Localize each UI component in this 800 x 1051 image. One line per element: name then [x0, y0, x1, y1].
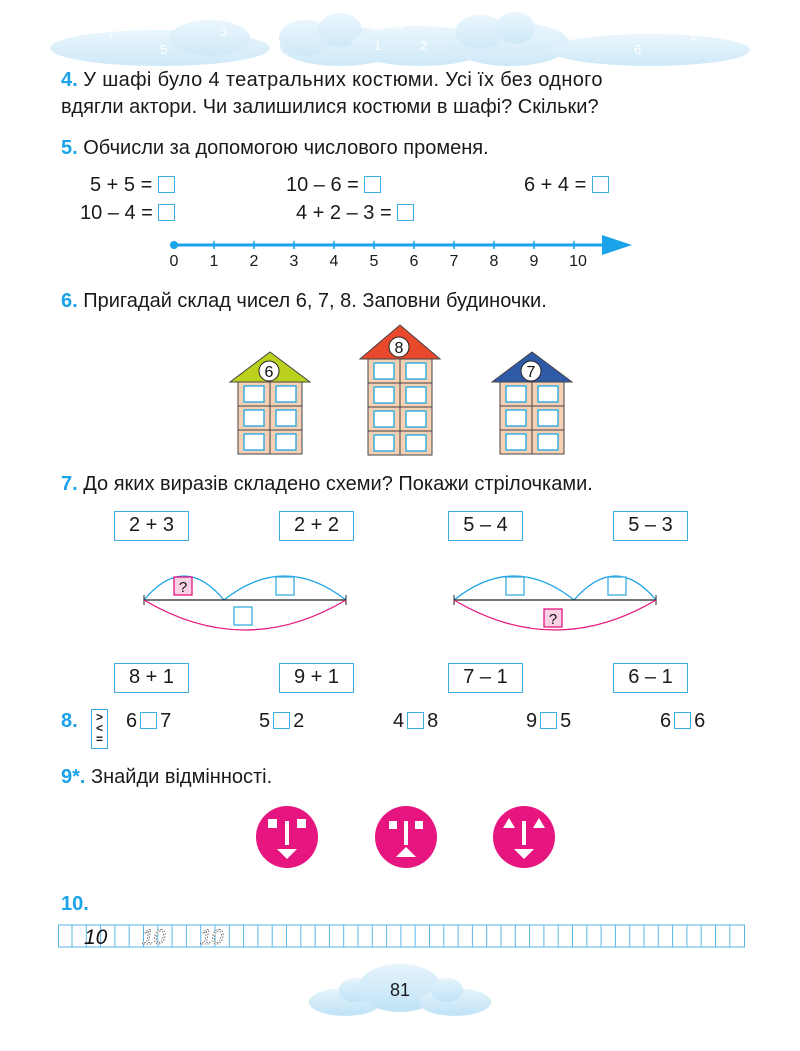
scheme-right — [450, 560, 662, 636]
ray-tick-label: 1 — [209, 253, 219, 270]
face-2 — [374, 805, 438, 869]
expression — [286, 174, 381, 197]
task-number: 8. — [61, 710, 78, 732]
cloud-number: 0 — [396, 18, 404, 33]
expression-text: 4 + 2 – 3 = — [296, 202, 392, 224]
expression-text: 5 + 5 = — [90, 174, 153, 196]
expression-text: 10 – 6 = — [286, 174, 359, 196]
expression-text: 6 + 4 = — [524, 174, 587, 196]
task-text-line: У шафі було 4 театральних костюми. Усі їх без одного — [83, 69, 603, 91]
task-number: 7. — [61, 473, 78, 495]
task-8-number — [61, 708, 78, 735]
expression-tile[interactable]: 5 – 4 — [448, 511, 523, 541]
expression-tile[interactable]: 7 – 1 — [448, 663, 523, 693]
task-number: 9*. — [61, 766, 86, 788]
comparison-sign: > — [95, 710, 103, 724]
comparison-item — [660, 710, 705, 733]
task-text: Обчисли за допомогою числового променя. — [83, 137, 489, 159]
sign-box[interactable] — [674, 712, 691, 729]
task-7-heading — [61, 471, 593, 498]
ray-tick-label: 8 — [489, 253, 499, 270]
expression-tile[interactable]: 5 – 3 — [613, 511, 688, 541]
unknown-mark: ? — [178, 579, 188, 596]
expression-tile[interactable]: 8 + 1 — [114, 663, 189, 693]
comparison-sign: = — [95, 732, 103, 746]
compare-right: 2 — [293, 710, 305, 732]
expression — [90, 174, 175, 197]
task-6-heading — [61, 288, 547, 315]
sign-box[interactable] — [540, 712, 557, 729]
compare-left: 4 — [393, 710, 405, 732]
cloud-number: 2 — [420, 38, 428, 53]
house-number: 8 — [394, 340, 404, 357]
compare-left: 6 — [660, 710, 672, 732]
task-text-line: вдягли актори. Чи залишилися костюми в шафі? Скільки? — [61, 96, 599, 118]
sign-box[interactable] — [140, 712, 157, 729]
expression-tile[interactable]: 6 – 1 — [613, 663, 688, 693]
ray-tick-label: 6 — [409, 253, 419, 270]
comparison-item — [259, 710, 304, 733]
expression-tile[interactable]: 2 + 3 — [114, 511, 189, 541]
expression — [296, 202, 414, 225]
sign-box[interactable] — [407, 712, 424, 729]
compare-right: 8 — [427, 710, 439, 732]
sample-digits-dotted: 10 — [142, 926, 166, 949]
task-number: 4. — [61, 69, 78, 91]
task-text: До яких виразів складено схеми? Покажи стрілочками. — [83, 473, 593, 495]
compare-right: 6 — [694, 710, 706, 732]
ray-tick-label: 4 — [329, 253, 339, 270]
task-number: 6. — [61, 290, 78, 312]
answer-box[interactable] — [364, 176, 381, 193]
expression-tile[interactable]: 9 + 1 — [279, 663, 354, 693]
cloud-number: 5 — [160, 42, 168, 57]
task-text: Пригадай склад чисел 6, 7, 8. Заповни будиночки. — [83, 290, 547, 312]
sample-digits: 10 — [84, 926, 108, 949]
face-1 — [255, 805, 319, 869]
task-9-heading — [61, 764, 272, 791]
answer-box[interactable] — [397, 204, 414, 221]
compare-right: 7 — [160, 710, 172, 732]
expression — [524, 174, 609, 197]
compare-left: 9 — [526, 710, 538, 732]
ray-tick-label: 7 — [449, 253, 459, 270]
cloud-number: 8 — [690, 28, 698, 43]
task-number: 10. — [61, 893, 89, 915]
sign-box[interactable] — [273, 712, 290, 729]
compare-left: 6 — [126, 710, 138, 732]
comparison-item — [526, 710, 571, 733]
unknown-mark: ? — [548, 611, 558, 628]
compare-right: 5 — [560, 710, 572, 732]
answer-box[interactable] — [158, 204, 175, 221]
ray-tick-label: 9 — [529, 253, 539, 270]
comparison-sign: < — [95, 721, 103, 735]
house-7 — [490, 350, 574, 456]
comparison-item — [393, 710, 438, 733]
task-number: 5. — [61, 137, 78, 159]
header-cloud-banner — [40, 8, 760, 68]
task-text: Знайди відмінності. — [91, 766, 273, 788]
expression — [80, 202, 175, 225]
ray-tick-label: 10 — [569, 253, 587, 270]
compare-left: 5 — [259, 710, 271, 732]
cloud-number: 7 — [108, 26, 116, 41]
scheme-left — [140, 560, 352, 636]
house-6 — [228, 350, 312, 456]
sample-digits-dotted: 10 — [200, 926, 224, 949]
expression-text: 10 – 4 = — [80, 202, 153, 224]
answer-box[interactable] — [592, 176, 609, 193]
ray-tick-label: 2 — [249, 253, 259, 270]
ray-tick-label: 3 — [289, 253, 299, 270]
page-number: 81 — [389, 980, 411, 1000]
cloud-number: 3 — [220, 24, 228, 39]
house-8 — [358, 323, 442, 457]
comparison-signs-key — [91, 709, 108, 749]
expression-tile[interactable]: 2 + 2 — [279, 511, 354, 541]
task-10-heading — [61, 891, 89, 918]
cloud-number: 1 — [374, 38, 382, 53]
task-4 — [61, 67, 751, 121]
task-5-heading — [61, 135, 489, 162]
house-number: 6 — [264, 364, 274, 381]
face-3 — [492, 805, 556, 869]
ray-tick-label: 5 — [369, 253, 379, 270]
comparison-item — [126, 710, 171, 733]
comparison-signs — [92, 712, 107, 745]
house-number: 7 — [526, 364, 536, 381]
cloud-number: 6 — [634, 42, 642, 57]
cloud-number: 4 — [568, 26, 576, 41]
answer-box[interactable] — [158, 176, 175, 193]
ray-tick-label: 0 — [169, 253, 179, 270]
